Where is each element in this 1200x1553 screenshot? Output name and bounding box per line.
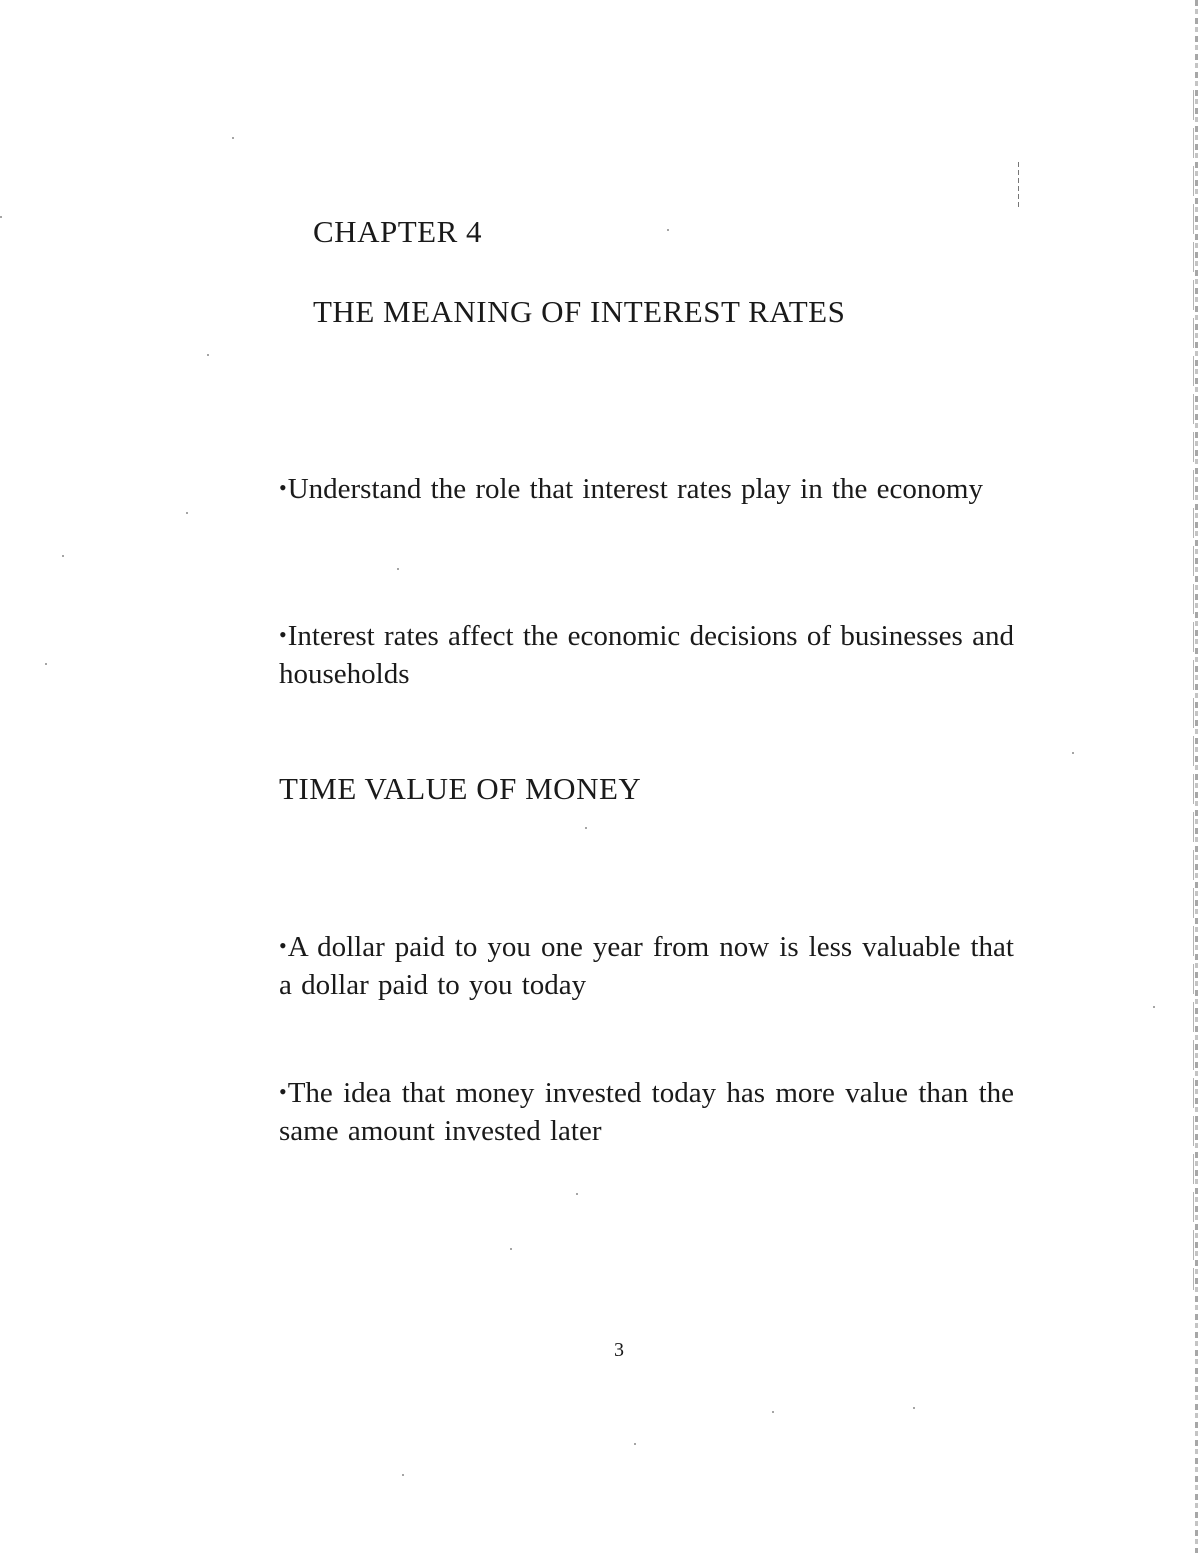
- scan-speck: [667, 229, 669, 231]
- scan-speck: [585, 827, 587, 829]
- intro-bullet: [279, 469, 1014, 508]
- intro-bullet-text: Understand the role that interest rates play in the economy: [287, 473, 983, 505]
- scan-speck: [232, 137, 234, 139]
- bullet-icon: •: [279, 622, 287, 647]
- section-bullet-text: The idea that money invested today has more value than the same amount invested later: [279, 1077, 1014, 1147]
- scan-speck: [45, 663, 47, 665]
- bullet-icon: •: [279, 1079, 287, 1104]
- scan-edge-artifact: [1195, 0, 1198, 1553]
- scan-speck: [397, 568, 399, 570]
- scan-speck: [1072, 752, 1074, 754]
- bullet-icon: •: [279, 475, 287, 500]
- scan-speck: [772, 1411, 774, 1413]
- scan-edge-artifact-inner: [1193, 90, 1194, 1290]
- chapter-label: CHAPTER 4: [313, 214, 482, 249]
- intro-bullet: [279, 616, 1014, 693]
- page-number: 3: [614, 1339, 624, 1361]
- chapter-title: THE MEANING OF INTEREST RATES: [313, 294, 846, 329]
- scan-speck: [1153, 1006, 1155, 1008]
- scan-speck: [207, 354, 209, 356]
- scan-speck: [634, 1443, 636, 1445]
- section-bullet-text: A dollar paid to you one year from now is less valuable that a dollar paid to you today: [279, 931, 1014, 1001]
- intro-bullet-text: Interest rates affect the economic decisions of businesses and households: [279, 620, 1014, 690]
- bullet-icon: •: [279, 933, 287, 958]
- scan-speck: [510, 1248, 512, 1250]
- scan-speck: [62, 555, 64, 557]
- scan-speck: [913, 1407, 915, 1409]
- section-bullet: [279, 927, 1014, 1004]
- scan-speck: [186, 512, 188, 514]
- section-bullet: [279, 1073, 1014, 1150]
- scan-speck: [402, 1474, 404, 1476]
- section-heading: TIME VALUE OF MONEY: [279, 771, 642, 806]
- scan-speck: [576, 1193, 578, 1195]
- scan-speck: [0, 216, 2, 218]
- scan-tick-mark: [1018, 162, 1019, 210]
